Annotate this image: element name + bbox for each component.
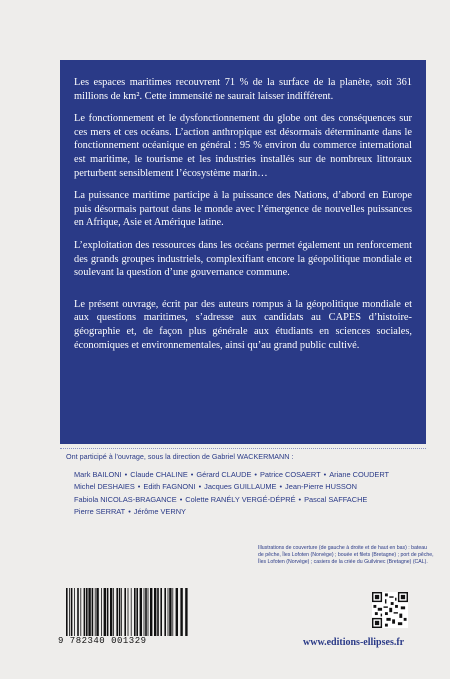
summary-paragraph-1: Les espaces maritimes recouvrent 71 % de la surface de la planète, soit 361 millions de km². Cette immensité ne saurait laisser indifférent.: [74, 77, 412, 102]
bullet-separator: •: [198, 482, 202, 492]
publisher-website[interactable]: www.editions-ellipses.fr: [303, 637, 405, 648]
contributors-intro: Ont participé à l’ouvrage, sous la direction de Gabriel WACKERMANN :: [66, 452, 294, 461]
contributor-name: Claude CHALINE: [130, 470, 188, 479]
barcode: [58, 588, 188, 650]
contributor-name: Patrice COSAERT: [259, 470, 321, 479]
contributor-name: Edith FAGNONI: [143, 482, 196, 492]
bullet-separator: •: [137, 482, 141, 492]
contributor-name: Mark BAILONI: [74, 470, 122, 479]
contributor-name: Jean-Pierre HUSSON: [285, 482, 357, 492]
contributors-line: [74, 494, 426, 506]
bullet-separator: •: [124, 470, 128, 479]
contributor-name: Ariane COUDERT: [329, 470, 390, 479]
qr-code: [372, 592, 408, 628]
bullet-separator: •: [179, 494, 183, 504]
cover-credits: Illustrations de couverture (de gauche à droite et de haut en bas) : bateau de pêche, Îles Lofoten (Norvège) ; bouée et filets (Bretagne) ; port de pêche, Îles Lofoten (Norvège) ; casiers de la criée du Guilvinec (Bretagne) (CAL).: [258, 545, 434, 565]
contributor-name: Pascal SAFFACHE: [304, 494, 368, 504]
contributor-name: Fabiola NICOLAS-BRAGANCE: [74, 494, 177, 504]
bullet-separator: •: [190, 470, 194, 479]
contributor-name: Gérard CLAUDE: [196, 470, 252, 479]
summary-paragraph-3: La puissance maritime participe à la puissance des Nations, d’abord en Europe puis désormais partout dans le monde avec l’émergence de nouvelles puissances en Afrique, Asie et Amérique latine.: [74, 190, 412, 229]
summary-paragraph-4: L’exploitation des ressources dans les océans permet également un renforcement des grands groupes industriels, complexifiant encore la géopolitique mondiale et soulevant la question d’une gouvernance commune.: [74, 239, 412, 279]
bullet-separator: •: [254, 470, 257, 479]
bullet-separator: •: [279, 482, 283, 492]
contributor-name: Colette RANÉLY VERGÉ-DÉPRÉ: [185, 494, 296, 504]
contributor-name: Michel DESHAIES: [74, 482, 135, 492]
barcode-bars: [66, 588, 188, 636]
contributors-line: [74, 469, 426, 481]
contributor-name: Jacques GUILLAUME: [204, 482, 277, 492]
contributor-name: Pierre SERRAT: [74, 506, 126, 516]
bullet-separator: •: [298, 494, 302, 504]
summary-paragraph-2: Le fonctionnement et le dysfonctionnement du globe ont des conséquences sur ces mers et ces océans. L’action anthropique est désormais déterminante dans le fonctionnement océanique en général : 95 % environ du commerce international est maritime, le tourisme et les industries installés sur de nombreux littoraux perturbent sensiblement l’écosystème marin…: [74, 113, 412, 179]
contributor-name: Jérôme VERNY: [133, 506, 186, 516]
contributors-section: [60, 448, 426, 518]
bullet-separator: •: [323, 470, 327, 479]
contributors-line: [74, 481, 426, 493]
bullet-separator: •: [128, 506, 131, 516]
contributors-line: [74, 506, 426, 518]
summary-panel: [60, 60, 426, 444]
contributors-list: [74, 469, 426, 518]
isbn-number: 9 782340 001329: [58, 636, 147, 646]
summary-paragraph-5: Le présent ouvrage, écrit par des auteurs rompus à la géopolitique mondiale et aux questions maritimes, s’adresse aux candidats au CAPES d’histoire-géographie et, de façon plus générale aux étudiants en sciences sociales, économiques et environnementales, ainsi qu’au grand public cultivé.: [74, 298, 412, 351]
